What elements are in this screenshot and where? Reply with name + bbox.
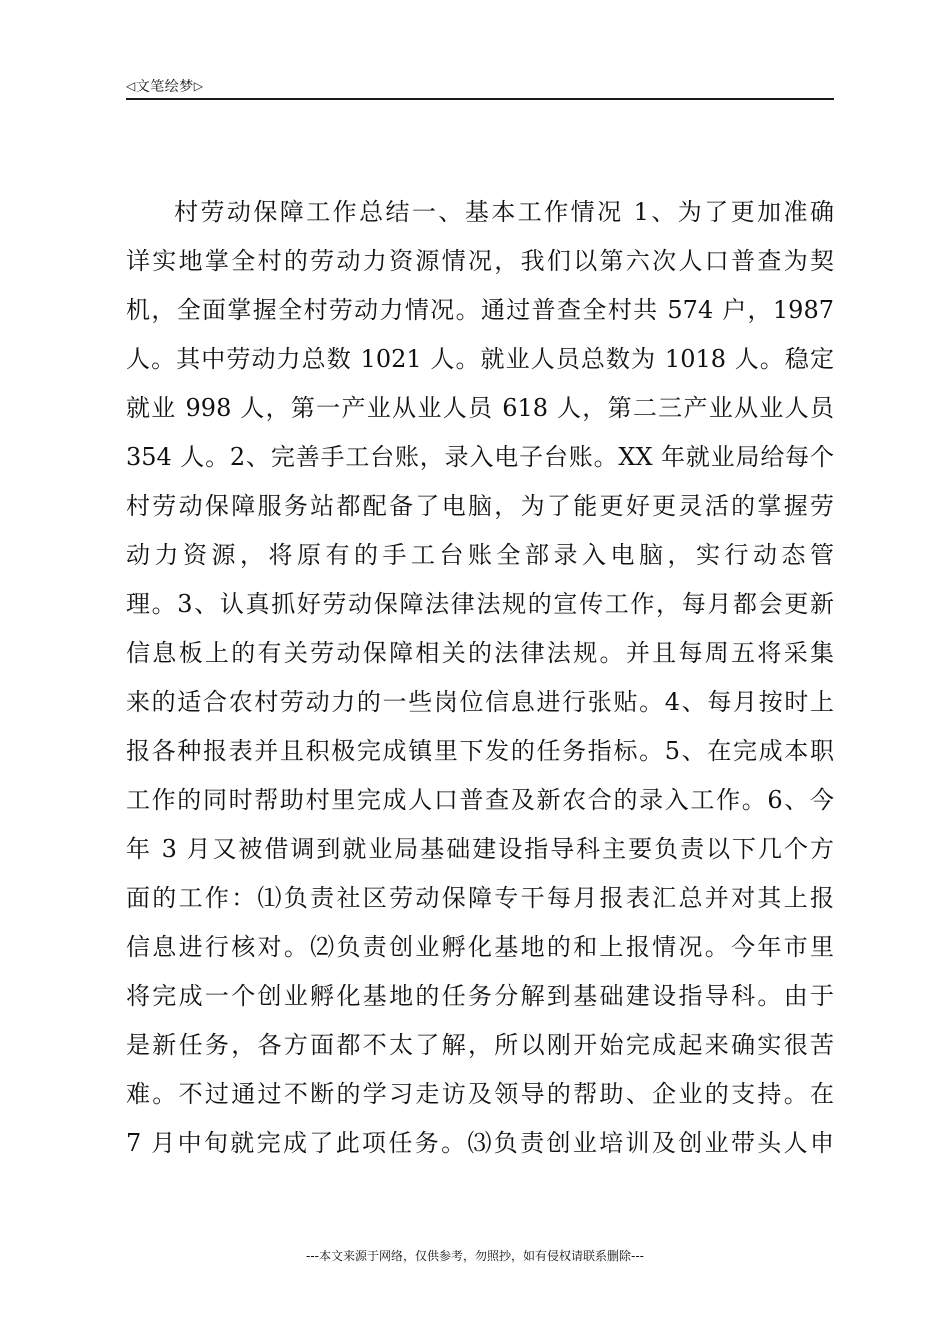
body-line: 是新任务，各方面都不太了解，所以刚开始完成起来确实很苦 [126, 1031, 834, 1059]
body-line: 面的工作：⑴负责社区劳动保障专干每月报表汇总并对其上报 [126, 884, 834, 912]
brand-text: 文笔绘梦 [135, 79, 194, 95]
body-line: 354 人。2、完善手工台账，录入电子台账。XX 年就业局给每个 [126, 443, 834, 471]
body-line: 报各种报表并且积极完成镇里下发的任务指标。5、在完成本职 [126, 737, 834, 765]
brand-right-triangle: ▷ [193, 79, 204, 93]
body-line: 就业 998 人，第一产业从业人员 618 人，第二三产业从业人员 [126, 394, 834, 422]
body-line: 工作的同时帮助村里完成人口普查及新农合的录入工作。6、今 [126, 786, 834, 814]
body-line: 人。其中劳动力总数 1021 人。就业人员总数为 1018 人。稳定 [126, 345, 834, 373]
body-line: 机，全面掌握全村劳动力情况。通过普查全村共 574 户，1987 [126, 296, 834, 324]
body-line: 村劳动保障服务站都配备了电脑，为了能更好更灵活的掌握劳 [126, 492, 834, 520]
brand-left-triangle: ◁ [126, 79, 136, 93]
page-header [126, 70, 834, 100]
body-line: 信息板上的有关劳动保障相关的法律法规。并且每周五将采集 [126, 639, 834, 667]
header-brand [126, 76, 203, 96]
body-line: 来的适合农村劳动力的一些岗位信息进行张贴。4、每月按时上 [126, 688, 834, 716]
body-line: 详实地掌全村的劳动力资源情况，我们以第六次人口普查为契 [126, 247, 834, 275]
body-line: 7 月中旬就完成了此项任务。⑶负责创业培训及创业带头人申 [126, 1129, 834, 1157]
body-line: 村劳动保障工作总结一、基本工作情况 1、为了更加准确 [174, 198, 834, 226]
body-line: 动力资源，将原有的手工台账全部录入电脑，实行动态管 [126, 541, 834, 569]
body-line: 将完成一个创业孵化基地的任务分解到基础建设指导科。由于 [126, 982, 834, 1010]
body-line: 理。3、认真抓好劳动保障法律法规的宣传工作，每月都会更新 [126, 590, 834, 618]
document-body [126, 188, 834, 1168]
body-line: 难。不过通过不断的学习走访及领导的帮助、企业的支持。在 [126, 1080, 834, 1108]
page-footer: ---本文来源于网络，仅供参考，勿照抄，如有侵权请联系删除--- [306, 1249, 644, 1263]
body-line: 信息进行核对。⑵负责创业孵化基地的和上报情况。今年市里 [126, 933, 834, 961]
body-line: 年 3 月又被借调到就业局基础建设指导科主要负责以下几个方 [126, 835, 834, 863]
